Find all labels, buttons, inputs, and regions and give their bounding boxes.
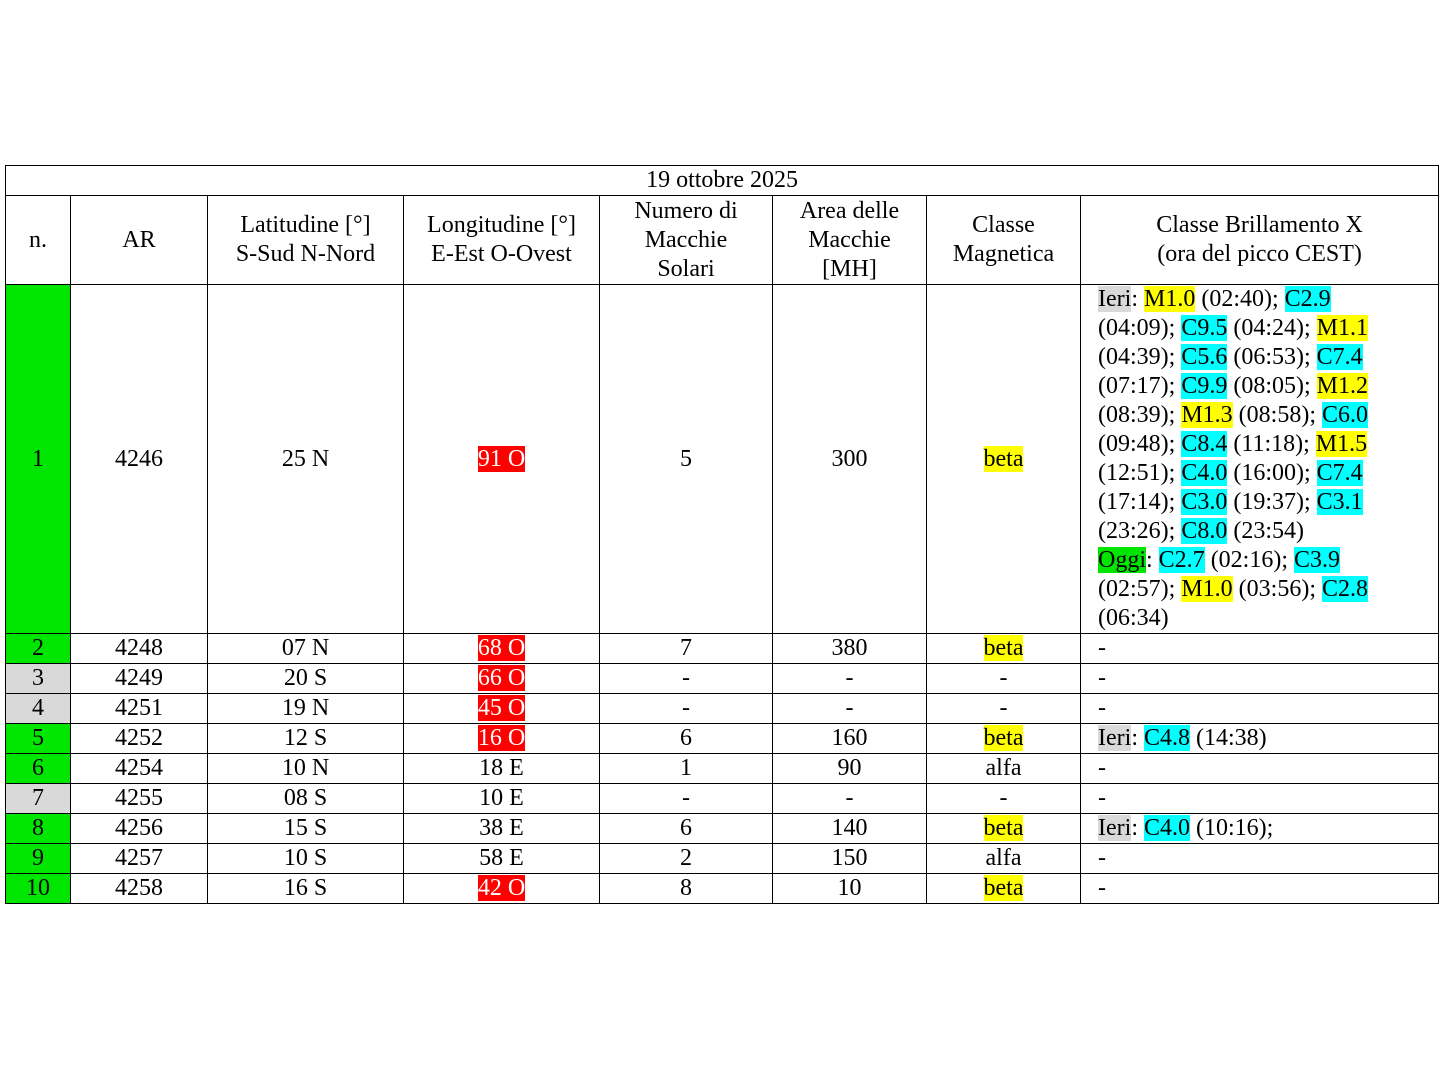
flare-list: -: [1081, 634, 1439, 664]
latitude: 20 S: [208, 664, 404, 694]
magnetic-class: [927, 874, 1081, 904]
header-sunspot-area-line1: Area delle: [799, 197, 900, 224]
active-regions-table: [5, 165, 1439, 904]
magnetic-class: -: [927, 784, 1081, 814]
flare-class: C9.9: [1181, 373, 1228, 399]
sunspot-count: 8: [600, 874, 773, 904]
longitude: 18 E: [404, 754, 600, 784]
flare-class: C4.8: [1143, 725, 1190, 751]
magnetic-class-highlight: beta: [983, 815, 1024, 841]
flare-line: [1098, 401, 1432, 430]
sunspot-area: 300: [773, 285, 927, 634]
magnetic-class-highlight: beta: [983, 635, 1024, 661]
active-region: 4248: [71, 634, 208, 664]
flare-class: C3.9: [1294, 547, 1341, 573]
flare-class: C2.8: [1322, 576, 1369, 602]
flare-time: (23:54): [1233, 518, 1304, 544]
longitude-highlight: 16 O: [477, 725, 526, 751]
flare-class: M1.0: [1143, 286, 1196, 312]
flare-time: (06:53);: [1233, 344, 1311, 370]
header-sunspot-count: [600, 196, 773, 285]
longitude-highlight: 91 O: [477, 445, 526, 472]
table-row: [6, 634, 1439, 664]
sunspot-area: 150: [773, 844, 927, 874]
latitude: 15 S: [208, 814, 404, 844]
flare-class: C7.4: [1316, 344, 1363, 370]
flare-list: -: [1081, 664, 1439, 694]
flare-class: C3.1: [1316, 489, 1363, 515]
sunspot-count: -: [600, 694, 773, 724]
header-magnetic-class: [927, 196, 1081, 285]
magnetic-class: [927, 724, 1081, 754]
latitude: 16 S: [208, 874, 404, 904]
sunspot-count: -: [600, 784, 773, 814]
flare-time: (14:38): [1196, 725, 1267, 751]
latitude: 07 N: [208, 634, 404, 664]
latitude: 12 S: [208, 724, 404, 754]
flare-time: (04:39);: [1098, 344, 1176, 370]
longitude: [404, 664, 600, 694]
flare-list: -: [1081, 874, 1439, 904]
flare-time: (08:05);: [1233, 373, 1311, 399]
longitude-highlight: 68 O: [477, 635, 526, 661]
longitude-highlight: 45 O: [477, 695, 526, 721]
header-longitude-line1: Longitudine [°]: [427, 212, 576, 238]
table-row: [6, 285, 1439, 634]
table-row: [6, 664, 1439, 694]
flare-time: (06:34): [1098, 605, 1169, 631]
row-number: 8: [6, 814, 71, 844]
flare-time: (19:37);: [1233, 489, 1311, 515]
longitude: [404, 724, 600, 754]
flare-line: [1098, 488, 1432, 517]
flare-class: C3.0: [1181, 489, 1228, 515]
sunspot-count: 6: [600, 814, 773, 844]
flare-time: (10:16);: [1196, 815, 1274, 841]
table-row: [6, 724, 1439, 754]
flare-time: (07:17);: [1098, 373, 1176, 399]
flare-line: [1098, 575, 1432, 604]
header-magnetic-class-line2: Magnetica: [952, 241, 1055, 267]
report-date: 19 ottobre 2025: [6, 166, 1439, 196]
flare-line: [1098, 430, 1432, 459]
flare-line: [1098, 343, 1432, 372]
row-number: 5: [6, 724, 71, 754]
latitude: 10 N: [208, 754, 404, 784]
longitude-highlight: 42 O: [477, 875, 526, 901]
flare-list: -: [1081, 844, 1439, 874]
flare-class: C4.0: [1181, 460, 1228, 486]
flare-day-label: Oggi: [1098, 547, 1146, 573]
sunspot-count: 7: [600, 634, 773, 664]
header-sunspot-area-line3: [MH]: [822, 255, 877, 282]
magnetic-class: [927, 814, 1081, 844]
longitude: [404, 285, 600, 634]
latitude: 10 S: [208, 844, 404, 874]
sunspot-count: -: [600, 664, 773, 694]
table-row: [6, 874, 1439, 904]
table-row: [6, 784, 1439, 814]
active-region: 4258: [71, 874, 208, 904]
flare-list: Ieri: C4.0 (10:16);: [1081, 814, 1439, 844]
header-sunspot-count-line3: Solari: [657, 255, 715, 282]
sunspot-area: 160: [773, 724, 927, 754]
flare-class: C5.6: [1181, 344, 1228, 370]
flare-line: [1098, 314, 1432, 343]
active-region: 4257: [71, 844, 208, 874]
flare-list: [1081, 285, 1439, 634]
flare-day-label: Ieri: [1098, 725, 1132, 751]
magnetic-class: [927, 634, 1081, 664]
sunspot-count: 5: [600, 285, 773, 634]
flare-time: (16:00);: [1233, 460, 1311, 486]
flare-time: (04:24);: [1233, 315, 1311, 341]
longitude: 38 E: [404, 814, 600, 844]
latitude: 08 S: [208, 784, 404, 814]
header-latitude-line1: Latitudine [°]: [240, 212, 371, 238]
flare-class: M1.2: [1316, 373, 1369, 399]
flare-time: (09:48);: [1098, 431, 1176, 457]
flare-class: C4.0: [1143, 815, 1190, 841]
sunspot-area: 10: [773, 874, 927, 904]
sunspot-area: 380: [773, 634, 927, 664]
header-ar: AR: [71, 196, 208, 285]
longitude: [404, 694, 600, 724]
flare-list: -: [1081, 784, 1439, 814]
sunspot-report: [5, 165, 1438, 904]
row-number: 10: [6, 874, 71, 904]
sunspot-area: -: [773, 694, 927, 724]
table-row: [6, 754, 1439, 784]
active-region: 4251: [71, 694, 208, 724]
flare-time: (04:09);: [1098, 315, 1176, 341]
row-number: 2: [6, 634, 71, 664]
header-longitude: [404, 196, 600, 285]
magnetic-class-highlight: beta: [983, 725, 1024, 751]
header-flare-class: [1081, 196, 1439, 285]
table-row: [6, 694, 1439, 724]
flare-class: M1.1: [1316, 315, 1369, 341]
flare-line: Oggi: C2.7 (02:16); C3.9: [1098, 547, 1341, 573]
sunspot-area: -: [773, 664, 927, 694]
longitude: 58 E: [404, 844, 600, 874]
row-number: 1: [6, 285, 71, 634]
flare-time: (23:26);: [1098, 518, 1176, 544]
flare-class: C6.0: [1322, 402, 1369, 428]
flare-time: (02:57);: [1098, 576, 1176, 602]
active-region: 4252: [71, 724, 208, 754]
sunspot-count: 2: [600, 844, 773, 874]
longitude: [404, 874, 600, 904]
latitude: 19 N: [208, 694, 404, 724]
header-magnetic-class-line1: Classe: [972, 212, 1035, 238]
header-latitude: [208, 196, 404, 285]
flare-time: (02:16);: [1210, 547, 1289, 573]
flare-class: C9.5: [1181, 315, 1228, 341]
row-number: 4: [6, 694, 71, 724]
flare-class: C7.4: [1316, 460, 1363, 486]
header-sunspot-area: [773, 196, 927, 285]
flare-class: C8.4: [1181, 431, 1228, 457]
magnetic-class: [927, 285, 1081, 634]
flare-class: M1.0: [1181, 576, 1233, 602]
flare-time: (03:56);: [1238, 576, 1316, 602]
magnetic-class: alfa: [927, 844, 1081, 874]
header-longitude-line2: E-Est O-Ovest: [431, 241, 572, 267]
row-number: 3: [6, 664, 71, 694]
header-n: n.: [6, 196, 71, 285]
sunspot-count: 6: [600, 724, 773, 754]
longitude: [404, 634, 600, 664]
sunspot-count: 1: [600, 754, 773, 784]
longitude: 10 E: [404, 784, 600, 814]
flare-time: (02:40);: [1201, 286, 1279, 312]
table-row: [6, 814, 1439, 844]
header-row: [6, 196, 1439, 285]
flare-list: -: [1081, 694, 1439, 724]
sunspot-area: -: [773, 784, 927, 814]
header-sunspot-area-line2: Macchie: [808, 226, 891, 253]
flare-time: (08:58);: [1238, 402, 1316, 428]
magnetic-class: -: [927, 664, 1081, 694]
magnetic-class-highlight: beta: [983, 875, 1024, 901]
header-flare-class-line2: (ora del picco CEST): [1157, 241, 1362, 267]
title-row: [6, 166, 1439, 196]
flare-class: C8.0: [1181, 518, 1228, 544]
header-sunspot-count-line1: Numero di: [634, 197, 738, 224]
flare-line: [1098, 517, 1432, 546]
flare-list: -: [1081, 754, 1439, 784]
flare-time: (12:51);: [1098, 460, 1176, 486]
active-region: 4254: [71, 754, 208, 784]
flare-class: C2.9: [1284, 286, 1331, 312]
flare-line: [1098, 372, 1432, 401]
header-flare-class-line1: Classe Brillamento X: [1156, 212, 1363, 238]
magnetic-class-highlight: beta: [983, 445, 1024, 472]
magnetic-class: -: [927, 694, 1081, 724]
flare-time: (11:18);: [1233, 431, 1310, 457]
flare-day-label: Ieri: [1098, 815, 1132, 841]
flare-class: M1.3: [1181, 402, 1233, 428]
flare-line: Ieri: M1.0 (02:40); C2.9: [1098, 286, 1331, 312]
table-row: [6, 844, 1439, 874]
sunspot-area: 140: [773, 814, 927, 844]
flare-time: (17:14);: [1098, 489, 1176, 515]
active-region: 4249: [71, 664, 208, 694]
row-number: 6: [6, 754, 71, 784]
magnetic-class: alfa: [927, 754, 1081, 784]
header-latitude-line2: S-Sud N-Nord: [235, 241, 376, 267]
flare-class: C2.7: [1158, 547, 1205, 573]
active-region: 4256: [71, 814, 208, 844]
flare-time: (08:39);: [1098, 402, 1176, 428]
sunspot-area: 90: [773, 754, 927, 784]
latitude: 25 N: [208, 285, 404, 634]
flare-line: [1098, 604, 1432, 633]
row-number: 9: [6, 844, 71, 874]
active-region: 4255: [71, 784, 208, 814]
flare-line: [1098, 459, 1432, 488]
flare-day-label: Ieri: [1098, 286, 1132, 312]
flare-list: Ieri: C4.8 (14:38): [1081, 724, 1439, 754]
header-sunspot-count-line2: Macchie: [644, 226, 728, 253]
flare-class: M1.5: [1315, 431, 1368, 457]
longitude-highlight: 66 O: [477, 665, 526, 691]
active-region: 4246: [71, 285, 208, 634]
row-number: 7: [6, 784, 71, 814]
